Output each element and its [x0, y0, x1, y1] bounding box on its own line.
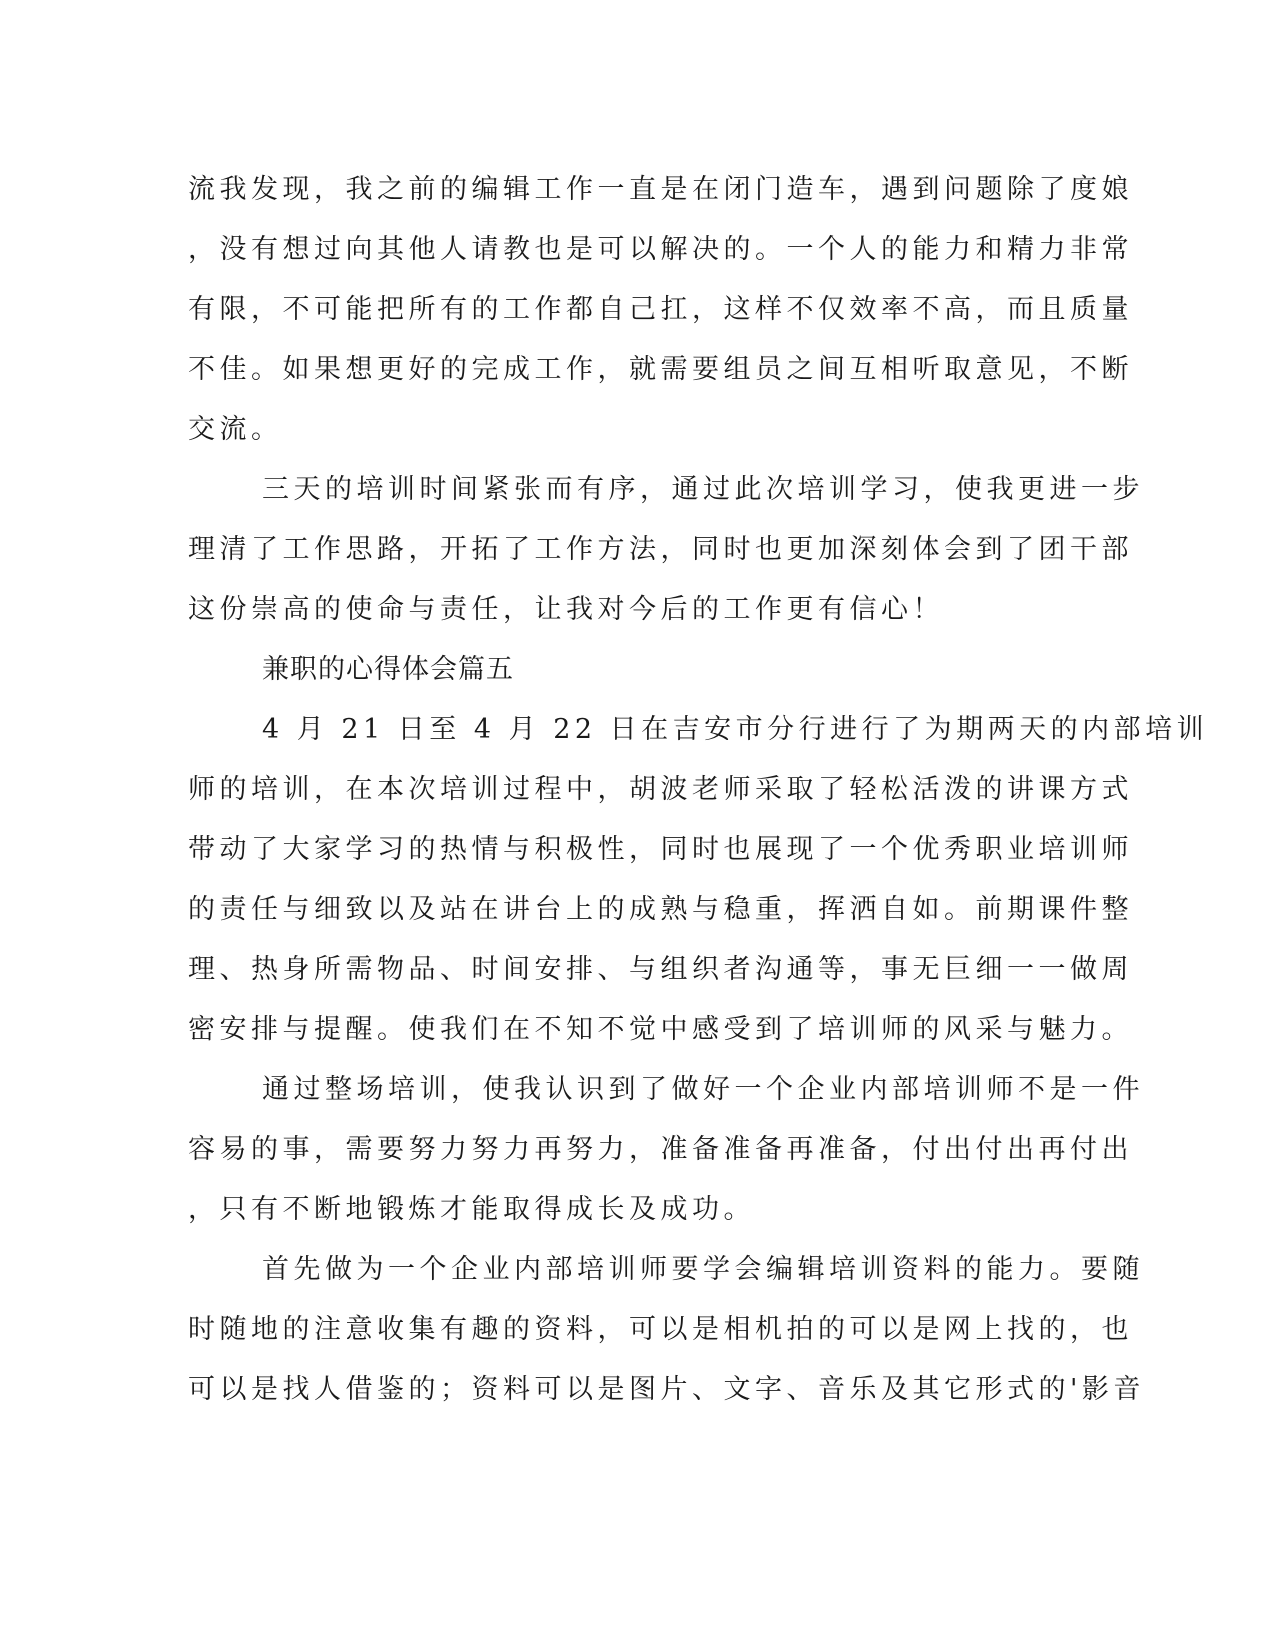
text-line: ，没有想过向其他人请教也是可以解决的。一个人的能力和精力非常 [188, 234, 1133, 265]
text-line: ，只有不断地锻炼才能取得成长及成功。 [188, 1194, 755, 1225]
text-line: 师的培训，在本次培训过程中，胡波老师采取了轻松活泼的讲课方式 [188, 774, 1133, 805]
text-line: 可以是找人借鉴的；资料可以是图片、文字、音乐及其它形式的'影音 [188, 1374, 1145, 1405]
text-line: 不佳。如果想更好的完成工作，就需要组员之间互相听取意见，不断 [188, 354, 1133, 385]
text-line: 容易的事，需要努力努力再努力，准备准备再准备，付出付出再付出 [188, 1134, 1133, 1165]
section-heading: 兼职的心得体会篇五 [262, 654, 514, 685]
paragraph-start-line: 三天的培训时间紧张而有序，通过此次培训学习，使我更进一步 [262, 474, 1144, 505]
text-line: 的责任与细致以及站在讲台上的成熟与稳重，挥洒自如。前期课件整 [188, 894, 1133, 925]
text-line: 带动了大家学习的热情与积极性，同时也展现了一个优秀职业培训师 [188, 834, 1133, 865]
text-line: 有限，不可能把所有的工作都自己扛，这样不仅效率不高，而且质量 [188, 294, 1133, 325]
document-body [188, 160, 1209, 1420]
text-line: 交流。 [188, 414, 283, 445]
text-line: 理、热身所需物品、时间安排、与组织者沟通等，事无巨细一一做周 [188, 954, 1133, 985]
paragraph-start-line: 通过整场培训，使我认识到了做好一个企业内部培训师不是一件 [262, 1074, 1144, 1105]
text-line: 密安排与提醒。使我们在不知不觉中感受到了培训师的风采与魅力。 [188, 1014, 1133, 1045]
text-line: 这份崇高的使命与责任，让我对今后的工作更有信心！ [188, 594, 944, 625]
text-line: 理清了工作思路，开拓了工作方法，同时也更加深刻体会到了团干部 [188, 534, 1133, 565]
paragraph-start-line: 首先做为一个企业内部培训师要学会编辑培训资料的能力。要随 [262, 1254, 1144, 1285]
text-line: 流我发现，我之前的编辑工作一直是在闭门造车，遇到问题除了度娘 [188, 174, 1133, 205]
paragraph-start-line: 4 月 21 日至 4 月 22 日在吉安市分行进行了为期两天的内部培训 [262, 714, 1209, 745]
text-line: 时随地的注意收集有趣的资料，可以是相机拍的可以是网上找的，也 [188, 1314, 1133, 1345]
